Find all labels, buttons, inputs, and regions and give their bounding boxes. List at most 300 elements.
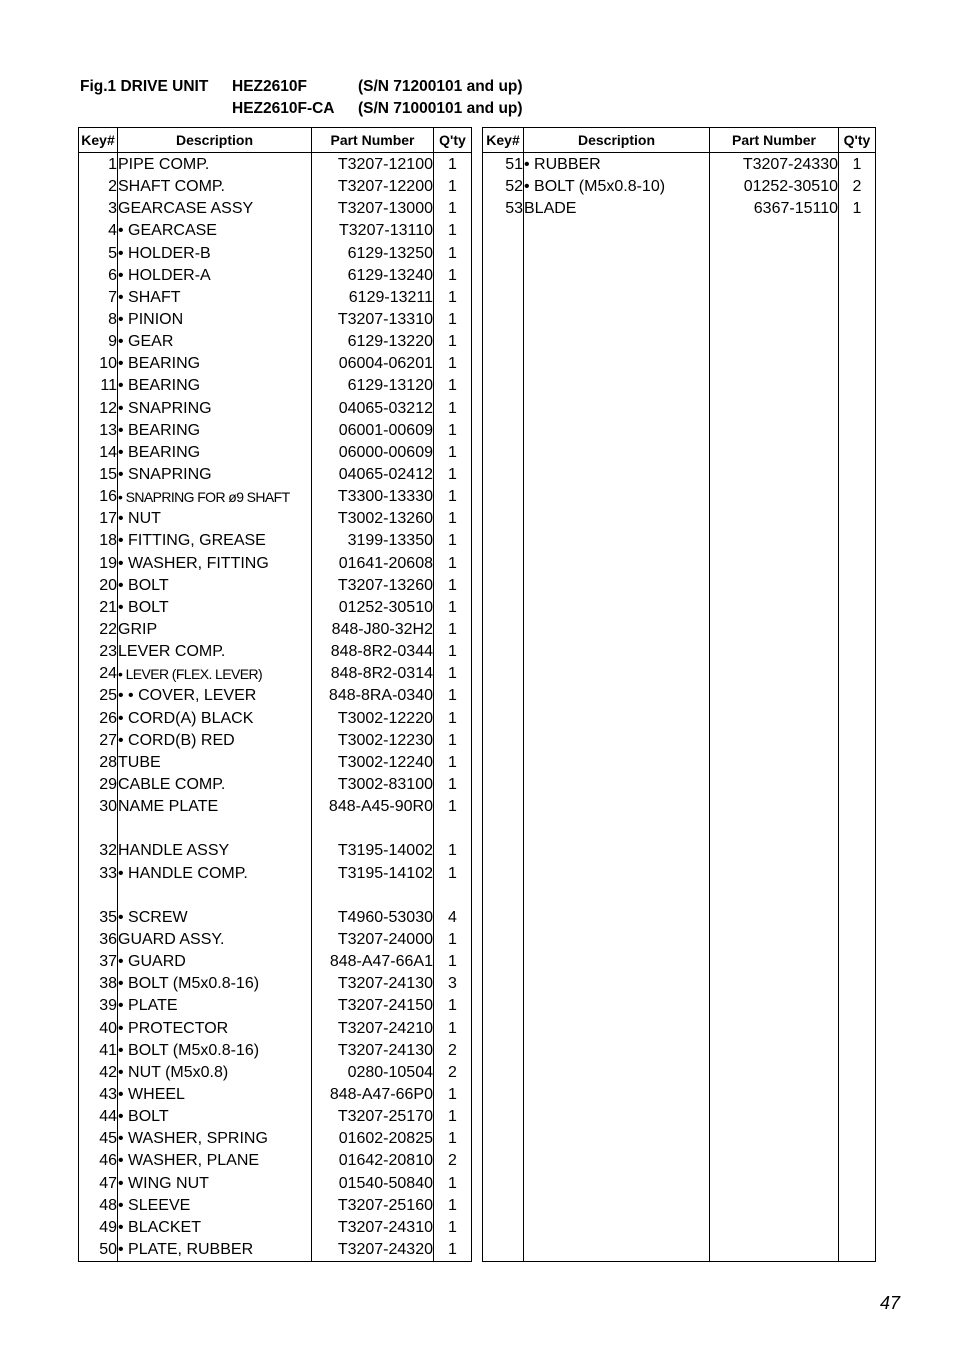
part-qty: 1: [434, 1084, 472, 1106]
part-key: 48: [79, 1195, 118, 1217]
table-row: [79, 575, 472, 597]
part-description: • PROTECTOR: [118, 1017, 312, 1039]
part-number: T3002-12220: [312, 708, 434, 730]
part-qty: 2: [434, 1150, 472, 1172]
part-qty: 1: [434, 243, 472, 265]
part-qty: 1: [434, 951, 472, 973]
part-qty: 1: [839, 153, 876, 177]
table-row-blank: [483, 442, 876, 464]
table-row: [79, 1017, 472, 1039]
part-qty: 1: [434, 663, 472, 685]
table-row-blank: [483, 885, 876, 907]
table-row-blank: [483, 353, 876, 375]
part-key: 2: [79, 176, 118, 198]
part-qty: 1: [434, 375, 472, 397]
part-key: 17: [79, 508, 118, 530]
figure-title: [80, 76, 523, 120]
table-row: [79, 353, 472, 375]
part-number: T3207-24130: [312, 1040, 434, 1062]
table-row: [483, 153, 876, 177]
part-number: 6129-13240: [312, 265, 434, 287]
table-row-blank: [483, 796, 876, 818]
table-row: [79, 375, 472, 397]
part-key: 8: [79, 309, 118, 331]
table-row-blank: [483, 641, 876, 663]
part-key: 22: [79, 619, 118, 641]
part-description: • SNAPRING FOR ø9 SHAFT: [118, 486, 312, 508]
table-row-blank: [483, 375, 876, 397]
table-row: [79, 1172, 472, 1194]
part-description: • GEARCASE: [118, 220, 312, 242]
part-qty: 1: [434, 597, 472, 619]
part-description: • BEARING: [118, 353, 312, 375]
part-key: 37: [79, 951, 118, 973]
part-description: • BLACKET: [118, 1217, 312, 1239]
table-row: [79, 641, 472, 663]
part-description: • GEAR: [118, 331, 312, 353]
part-number: T3207-13260: [312, 575, 434, 597]
table-row: [79, 973, 472, 995]
part-qty: 3: [434, 973, 472, 995]
part-description: • WASHER, PLANE: [118, 1150, 312, 1172]
part-number: 04065-02412: [312, 464, 434, 486]
table-row-blank: [483, 951, 876, 973]
table-row: [79, 287, 472, 309]
part-number: 01540-50840: [312, 1172, 434, 1194]
part-number: 06001-00609: [312, 420, 434, 442]
table-row: [79, 685, 472, 707]
part-qty: 1: [434, 176, 472, 198]
table-row: [79, 1062, 472, 1084]
part-key: 10: [79, 353, 118, 375]
table-row: [79, 176, 472, 198]
table-row: [79, 885, 472, 907]
part-qty: 1: [434, 774, 472, 796]
part-key: [79, 818, 118, 840]
part-qty: 1: [434, 398, 472, 420]
part-qty: 1: [434, 995, 472, 1017]
part-description: • BOLT: [118, 1106, 312, 1128]
table-row-blank: [483, 1017, 876, 1039]
table-row: [79, 1150, 472, 1172]
table-row-blank: [483, 530, 876, 552]
table-row: [79, 951, 472, 973]
part-description: • LEVER (FLEX. LEVER): [118, 663, 312, 685]
part-key: 35: [79, 907, 118, 929]
part-number: 848-8R2-0314: [312, 663, 434, 685]
part-number: 848-A47-66A1: [312, 951, 434, 973]
part-key: 11: [79, 375, 118, 397]
table-row: [79, 265, 472, 287]
part-qty: 1: [434, 486, 472, 508]
table-row-blank: [483, 220, 876, 242]
part-number: T3207-13310: [312, 309, 434, 331]
part-qty: 2: [434, 1040, 472, 1062]
part-key: 30: [79, 796, 118, 818]
part-qty: 1: [434, 198, 472, 220]
part-qty: 1: [434, 796, 472, 818]
table-row-blank: [483, 265, 876, 287]
part-qty: 1: [434, 530, 472, 552]
part-qty: 1: [434, 153, 472, 177]
part-key: 50: [79, 1239, 118, 1262]
part-qty: 1: [434, 1217, 472, 1239]
table-row: [483, 176, 876, 198]
part-key: 21: [79, 597, 118, 619]
table-row-blank: [483, 309, 876, 331]
table-row-blank: [483, 619, 876, 641]
part-number: T3207-25160: [312, 1195, 434, 1217]
header-qty: Q'ty: [839, 128, 876, 153]
table-row: [79, 486, 472, 508]
table-row-blank: [483, 840, 876, 862]
part-number: 848-A45-90R0: [312, 796, 434, 818]
table-row: [79, 929, 472, 951]
part-qty: 1: [434, 331, 472, 353]
part-qty: 1: [434, 730, 472, 752]
part-qty: 1: [434, 575, 472, 597]
part-description: • SNAPRING: [118, 464, 312, 486]
model-number: HEZ2610F-CA: [232, 100, 335, 117]
table-row-blank: [483, 685, 876, 707]
part-key: 18: [79, 530, 118, 552]
part-description: • CORD(B) RED: [118, 730, 312, 752]
part-description: • PLATE, RUBBER: [118, 1239, 312, 1262]
table-row: [79, 553, 472, 575]
part-qty: 1: [434, 929, 472, 951]
part-qty: 1: [434, 708, 472, 730]
part-number: 01602-20825: [312, 1128, 434, 1150]
table-row: [79, 863, 472, 885]
table-row-blank: [483, 420, 876, 442]
part-description: • BOLT (M5x0.8-16): [118, 1040, 312, 1062]
part-key: 51: [483, 153, 524, 177]
header-part-number: Part Number: [710, 128, 839, 153]
part-key: 16: [79, 486, 118, 508]
part-number: 0280-10504: [312, 1062, 434, 1084]
part-description: [118, 885, 312, 907]
part-number: T3195-14102: [312, 863, 434, 885]
table-row: [79, 1195, 472, 1217]
part-number: T3002-12240: [312, 752, 434, 774]
table-row: [79, 1040, 472, 1062]
part-number: 848-A47-66P0: [312, 1084, 434, 1106]
table-row: [79, 1128, 472, 1150]
part-key: 24: [79, 663, 118, 685]
parts-table-left: [78, 127, 472, 1262]
table-row: [79, 619, 472, 641]
part-description: • PLATE: [118, 995, 312, 1017]
part-key: 28: [79, 752, 118, 774]
part-number: T3002-12230: [312, 730, 434, 752]
part-key: 20: [79, 575, 118, 597]
table-row-blank: [483, 1195, 876, 1217]
table-row-blank: [483, 1106, 876, 1128]
part-key: [79, 885, 118, 907]
parts-table-right: [482, 127, 876, 1262]
table-row-blank: [483, 973, 876, 995]
part-qty: 1: [434, 464, 472, 486]
part-key: 46: [79, 1150, 118, 1172]
part-qty: 1: [434, 353, 472, 375]
part-description: GEARCASE ASSY: [118, 198, 312, 220]
part-description: • BOLT (M5x0.8-16): [118, 973, 312, 995]
part-key: 4: [79, 220, 118, 242]
table-row-blank: [483, 929, 876, 951]
part-number: T4960-53030: [312, 907, 434, 929]
table-row-blank: [483, 398, 876, 420]
part-number: T3207-24320: [312, 1239, 434, 1262]
table-row-blank: [483, 1172, 876, 1194]
part-qty: 2: [434, 1062, 472, 1084]
part-qty: 4: [434, 907, 472, 929]
table-row: [79, 198, 472, 220]
part-description: PIPE COMP.: [118, 153, 312, 177]
header-key: Key#: [79, 128, 118, 153]
parts-table-right-body: [483, 153, 876, 1262]
part-description: • SHAFT: [118, 287, 312, 309]
table-header-row: [483, 128, 876, 153]
part-description: SHAFT COMP.: [118, 176, 312, 198]
table-row-blank: [483, 907, 876, 929]
part-description: • HOLDER-A: [118, 265, 312, 287]
part-key: 36: [79, 929, 118, 951]
part-qty: 1: [839, 198, 876, 220]
table-row-blank: [483, 1040, 876, 1062]
part-key: 38: [79, 973, 118, 995]
part-number: 06004-06201: [312, 353, 434, 375]
table-row: [79, 730, 472, 752]
part-number: 6129-13220: [312, 331, 434, 353]
table-row: [79, 442, 472, 464]
table-row-blank: [483, 1239, 876, 1262]
part-description: [118, 818, 312, 840]
part-number: T3207-24000: [312, 929, 434, 951]
table-row: [79, 1106, 472, 1128]
table-row: [79, 464, 472, 486]
table-row: [79, 1217, 472, 1239]
parts-table-left-body: [79, 153, 472, 1262]
table-row-blank: [483, 597, 876, 619]
part-number: 848-8R2-0344: [312, 641, 434, 663]
part-qty: 1: [434, 1106, 472, 1128]
part-key: 52: [483, 176, 524, 198]
part-key: 27: [79, 730, 118, 752]
part-qty: 1: [434, 863, 472, 885]
part-number: T3195-14002: [312, 840, 434, 862]
part-description: • SLEEVE: [118, 1195, 312, 1217]
part-key: 40: [79, 1017, 118, 1039]
part-qty: 2: [839, 176, 876, 198]
part-number: T3207-24130: [312, 973, 434, 995]
table-row: [79, 840, 472, 862]
part-qty: 1: [434, 420, 472, 442]
header-description: Description: [118, 128, 312, 153]
part-qty: 1: [434, 685, 472, 707]
part-number: 6367-15110: [710, 198, 839, 220]
table-row: [79, 995, 472, 1017]
part-description: GUARD ASSY.: [118, 929, 312, 951]
table-row-blank: [483, 553, 876, 575]
title-line-1: [80, 76, 523, 98]
part-description: BLADE: [524, 198, 710, 220]
part-number: [312, 818, 434, 840]
part-key: 19: [79, 553, 118, 575]
table-row: [79, 331, 472, 353]
part-number: T3207-24210: [312, 1017, 434, 1039]
part-number: 01252-30510: [312, 597, 434, 619]
table-row-blank: [483, 752, 876, 774]
part-description: • PINION: [118, 309, 312, 331]
part-description: • BEARING: [118, 375, 312, 397]
part-number: T3300-13330: [312, 486, 434, 508]
part-qty: 1: [434, 619, 472, 641]
part-description: • WING NUT: [118, 1172, 312, 1194]
serial-range: (S/N 71000101 and up): [358, 100, 523, 117]
table-row-blank: [483, 508, 876, 530]
part-key: 12: [79, 398, 118, 420]
table-row-blank: [483, 708, 876, 730]
part-key: 15: [79, 464, 118, 486]
part-key: 42: [79, 1062, 118, 1084]
part-key: 9: [79, 331, 118, 353]
table-row-blank: [483, 995, 876, 1017]
part-number: T3207-24150: [312, 995, 434, 1017]
part-number: T3207-12100: [312, 153, 434, 177]
table-row: [79, 752, 472, 774]
part-number: 01642-20810: [312, 1150, 434, 1172]
part-number: T3207-13000: [312, 198, 434, 220]
serial-range: (S/N 71200101 and up): [358, 78, 523, 95]
table-header-row: [79, 128, 472, 153]
part-description: • RUBBER: [524, 153, 710, 177]
table-row-blank: [483, 1150, 876, 1172]
part-key: 23: [79, 641, 118, 663]
part-key: 45: [79, 1128, 118, 1150]
part-key: 14: [79, 442, 118, 464]
part-description: CABLE COMP.: [118, 774, 312, 796]
table-row-blank: [483, 730, 876, 752]
part-number: T3207-25170: [312, 1106, 434, 1128]
part-number: T3207-24310: [312, 1217, 434, 1239]
part-number: T3207-12200: [312, 176, 434, 198]
table-row: [79, 153, 472, 177]
part-description: • NUT: [118, 508, 312, 530]
table-row: [79, 420, 472, 442]
part-qty: 1: [434, 840, 472, 862]
table-row: [79, 818, 472, 840]
table-row-blank: [483, 818, 876, 840]
part-qty: 1: [434, 442, 472, 464]
part-qty: 1: [434, 220, 472, 242]
part-description: • SCREW: [118, 907, 312, 929]
part-qty: 1: [434, 641, 472, 663]
part-description: • BEARING: [118, 442, 312, 464]
table-row: [79, 508, 472, 530]
part-description: TUBE: [118, 752, 312, 774]
part-description: • • COVER, LEVER: [118, 685, 312, 707]
part-number: 04065-03212: [312, 398, 434, 420]
header-part-number: Part Number: [312, 128, 434, 153]
header-key: Key#: [483, 128, 524, 153]
table-row-blank: [483, 1084, 876, 1106]
part-description: • NUT (M5x0.8): [118, 1062, 312, 1084]
table-row: [79, 220, 472, 242]
part-description: NAME PLATE: [118, 796, 312, 818]
header-description: Description: [524, 128, 710, 153]
table-row: [79, 1084, 472, 1106]
part-key: 26: [79, 708, 118, 730]
part-description: • FITTING, GREASE: [118, 530, 312, 552]
title-line-2: [80, 98, 523, 120]
part-number: 6129-13120: [312, 375, 434, 397]
part-number: 01252-30510: [710, 176, 839, 198]
part-key: 25: [79, 685, 118, 707]
table-row: [79, 1239, 472, 1262]
part-qty: [434, 818, 472, 840]
part-qty: 1: [434, 1239, 472, 1262]
part-qty: 1: [434, 752, 472, 774]
part-key: 49: [79, 1217, 118, 1239]
table-row-blank: [483, 287, 876, 309]
part-qty: 1: [434, 508, 472, 530]
table-row-blank: [483, 1217, 876, 1239]
table-row: [79, 243, 472, 265]
table-row-blank: [483, 663, 876, 685]
model-number: HEZ2610F: [232, 78, 307, 95]
part-key: 53: [483, 198, 524, 220]
table-row-blank: [483, 464, 876, 486]
part-description: • BOLT (M5x0.8-10): [524, 176, 710, 198]
part-key: 1: [79, 153, 118, 177]
part-description: • WASHER, SPRING: [118, 1128, 312, 1150]
part-description: HANDLE ASSY: [118, 840, 312, 862]
part-qty: 1: [434, 265, 472, 287]
part-key: 43: [79, 1084, 118, 1106]
table-row: [79, 398, 472, 420]
table-row: [79, 597, 472, 619]
part-number: T3207-24330: [710, 153, 839, 177]
part-qty: 1: [434, 287, 472, 309]
part-key: 6: [79, 265, 118, 287]
part-description: • WASHER, FITTING: [118, 553, 312, 575]
table-row: [79, 309, 472, 331]
table-row-blank: [483, 1128, 876, 1150]
part-number: [312, 885, 434, 907]
page-number: 47: [880, 1293, 901, 1313]
part-key: 7: [79, 287, 118, 309]
part-key: 3: [79, 198, 118, 220]
table-row: [79, 663, 472, 685]
table-row-blank: [483, 863, 876, 885]
part-description: • BEARING: [118, 420, 312, 442]
part-description: • BOLT: [118, 575, 312, 597]
part-description: • HANDLE COMP.: [118, 863, 312, 885]
table-row-blank: [483, 486, 876, 508]
part-key: 47: [79, 1172, 118, 1194]
part-number: 6129-13250: [312, 243, 434, 265]
part-qty: 1: [434, 553, 472, 575]
part-key: 41: [79, 1040, 118, 1062]
part-description: • BOLT: [118, 597, 312, 619]
part-description: • HOLDER-B: [118, 243, 312, 265]
part-number: T3002-13260: [312, 508, 434, 530]
part-qty: 1: [434, 1017, 472, 1039]
figure-label: Fig.1 DRIVE UNIT: [80, 78, 209, 95]
part-qty: [434, 885, 472, 907]
table-row: [79, 708, 472, 730]
part-description: • SNAPRING: [118, 398, 312, 420]
